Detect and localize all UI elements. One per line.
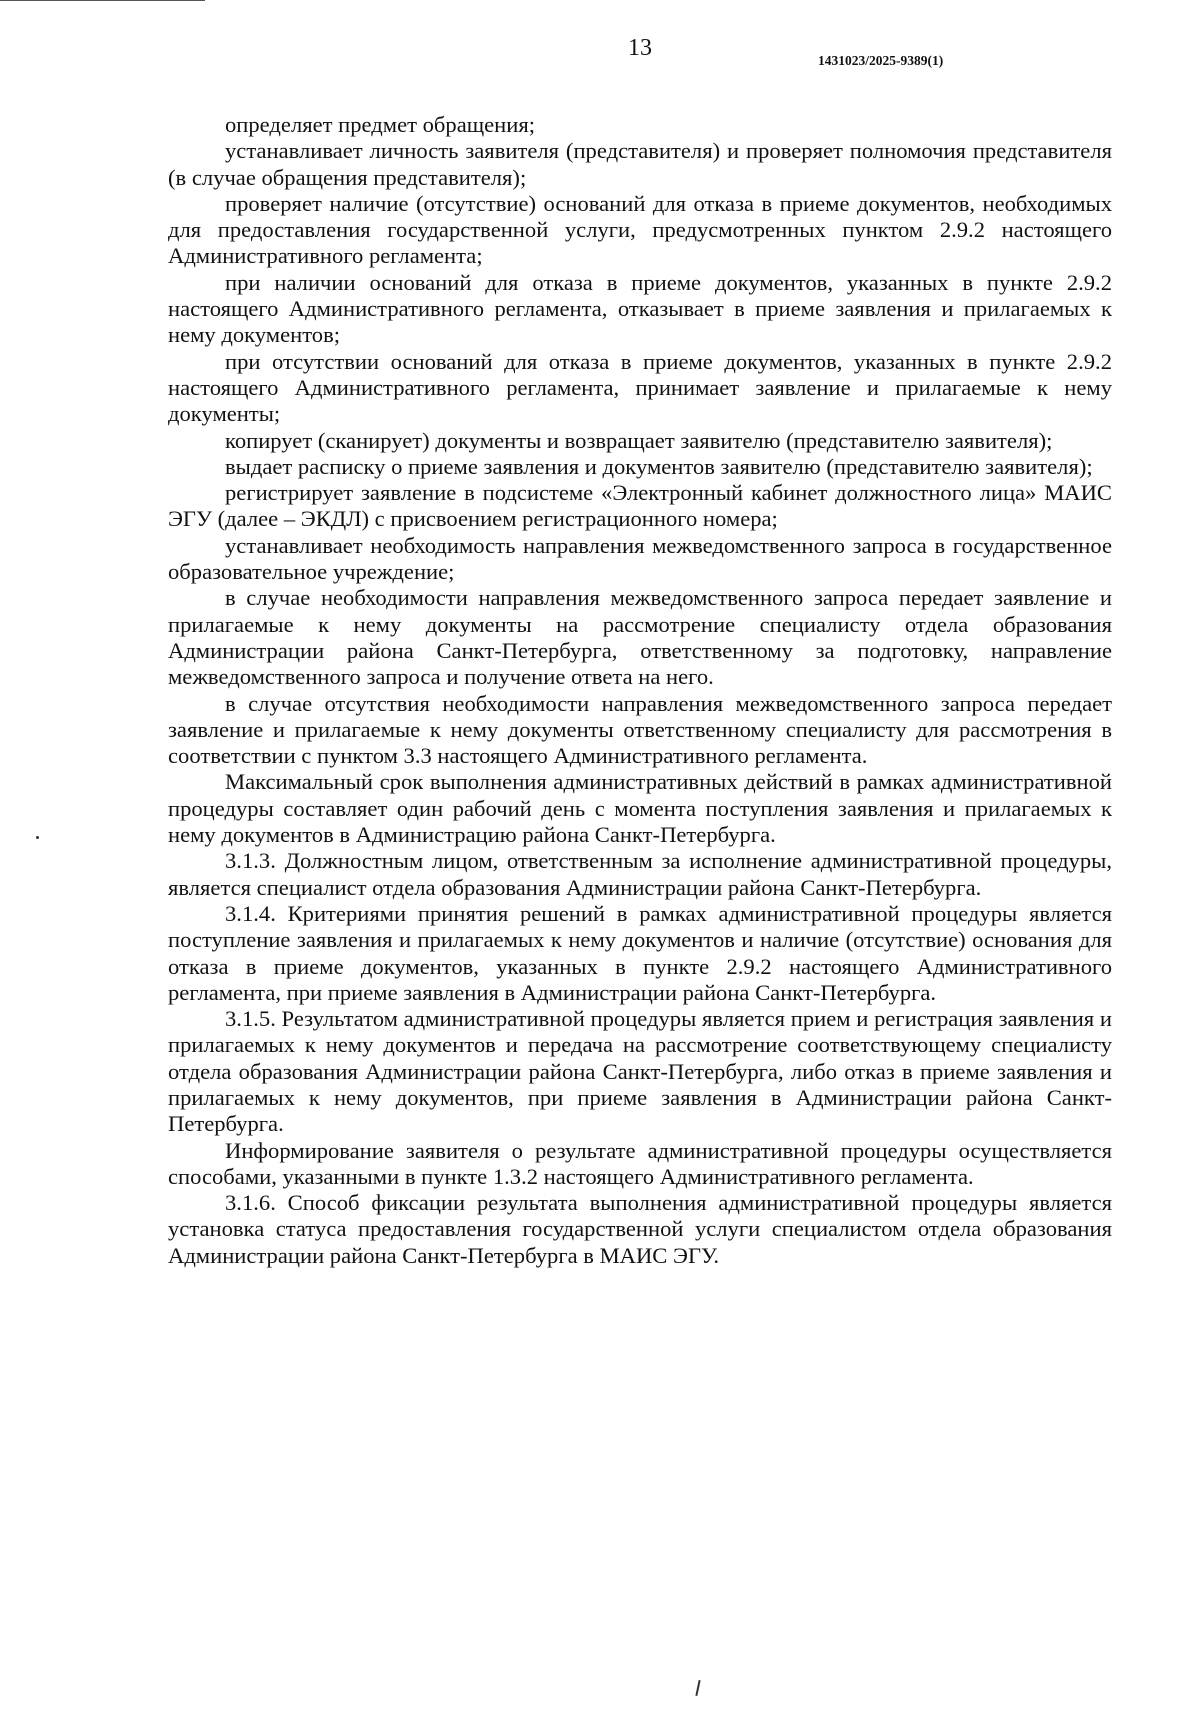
paragraph: определяет предмет обращения; xyxy=(225,112,536,137)
paragraph: 3.1.6. Способ фиксации результата выполнения административной процедуры является установка статуса предоставления государственной услуги специалистом отдела образования Администрации района Санкт-Петербурга в МАИС ЭГУ. xyxy=(168,1190,1112,1268)
paragraph: 3.1.4. Критериями принятия решений в рамках административной процедуры является поступление заявления и прилагаемых к нему документов и наличие (отсутствие) основания для отказа в приеме документов, указанных в пункте 2.9.2 настоящего Административного регламента, при приеме заявления в Администрации района Санкт-Петербурга. xyxy=(168,900,1112,1005)
paragraph: устанавливает личность заявителя (представителя) и проверяет полномочия представителя (в случае обращения представителя); xyxy=(168,138,1112,190)
document-id: 1431023/2025-9389(1) xyxy=(818,53,944,68)
page-number: 13 xyxy=(628,35,652,61)
paragraph: проверяет наличие (отсутствие) оснований для отказа в приеме документов, необходимых для предоставления государственной услуги, предусмотренных пунктом 2.9.2 настоящего Административного регламента; xyxy=(168,190,1112,269)
paragraph: регистрирует заявление в подсистеме «Электронный кабинет должностного лица» МАИС ЭГУ (далее – ЭКДЛ) с присвоением регистрационного номера; xyxy=(168,480,1112,532)
document-body xyxy=(168,112,1112,1269)
paragraph: выдает расписку о приеме заявления и документов заявителю (представителю заявителя); xyxy=(225,453,1093,479)
paragraph: при наличии оснований для отказа в приеме документов, указанных в пункте 2.9.2 настоящего Административного регламента, отказывает в приеме заявления и прилагаемых к нему документов; xyxy=(168,269,1112,348)
paragraph: 3.1.5. Результатом административной процедуры является прием и регистрация заявления и прилагаемых к нему документов и передача на рассмотрение соответствующему специалисту отдела образования Администрации района Санкт-Петербурга, либо отказ в приеме заявления и прилагаемых к нему документов, при приеме заявления в Администрации района Санкт-Петербурга. xyxy=(168,1006,1112,1137)
top-edge-rule xyxy=(0,0,205,1)
scan-mark xyxy=(695,1680,700,1696)
paragraph: устанавливает необходимость направления межведомственного запроса в государственное образовательное учреждение; xyxy=(168,532,1112,585)
scan-speck xyxy=(36,836,39,839)
paragraph: в случае отсутствия необходимости направления межведомственного запроса передает заявление и прилагаемые к нему документы ответственному специалисту для рассмотрения в соответствии с пунктом 3.3 настоящего Административного регламента. xyxy=(168,690,1112,769)
paragraph: копирует (сканирует) документы и возвращает заявителю (представителю заявителя); xyxy=(225,427,1053,453)
paragraph: 3.1.3. Должностным лицом, ответственным за исполнение административной процедуры, является специалист отдела образования Администрации района Санкт-Петербурга. xyxy=(168,848,1112,900)
paragraph: при отсутствии оснований для отказа в приеме документов, указанных в пункте 2.9.2 настоящего Административного регламента, принимает заявление и прилагаемые к нему документы; xyxy=(168,348,1112,427)
paragraph: Информирование заявителя о результате административной процедуры осуществляется способами, указанными в пункте 1.3.2 настоящего Административного регламента. xyxy=(168,1137,1112,1189)
paragraph: Максимальный срок выполнения административных действий в рамках административной процедуры составляет один рабочий день с момента поступления заявления и прилагаемых к нему документов в Администрацию района Санкт-Петербурга. xyxy=(168,769,1112,848)
paragraph: в случае необходимости направления межведомственного запроса передает заявление и прилагаемые к нему документы на рассмотрение специалисту отдела образования Администрации района Санкт-Петербурга, ответственному за подготовку, направление межведомственного запроса и получение ответа на него. xyxy=(168,585,1112,690)
